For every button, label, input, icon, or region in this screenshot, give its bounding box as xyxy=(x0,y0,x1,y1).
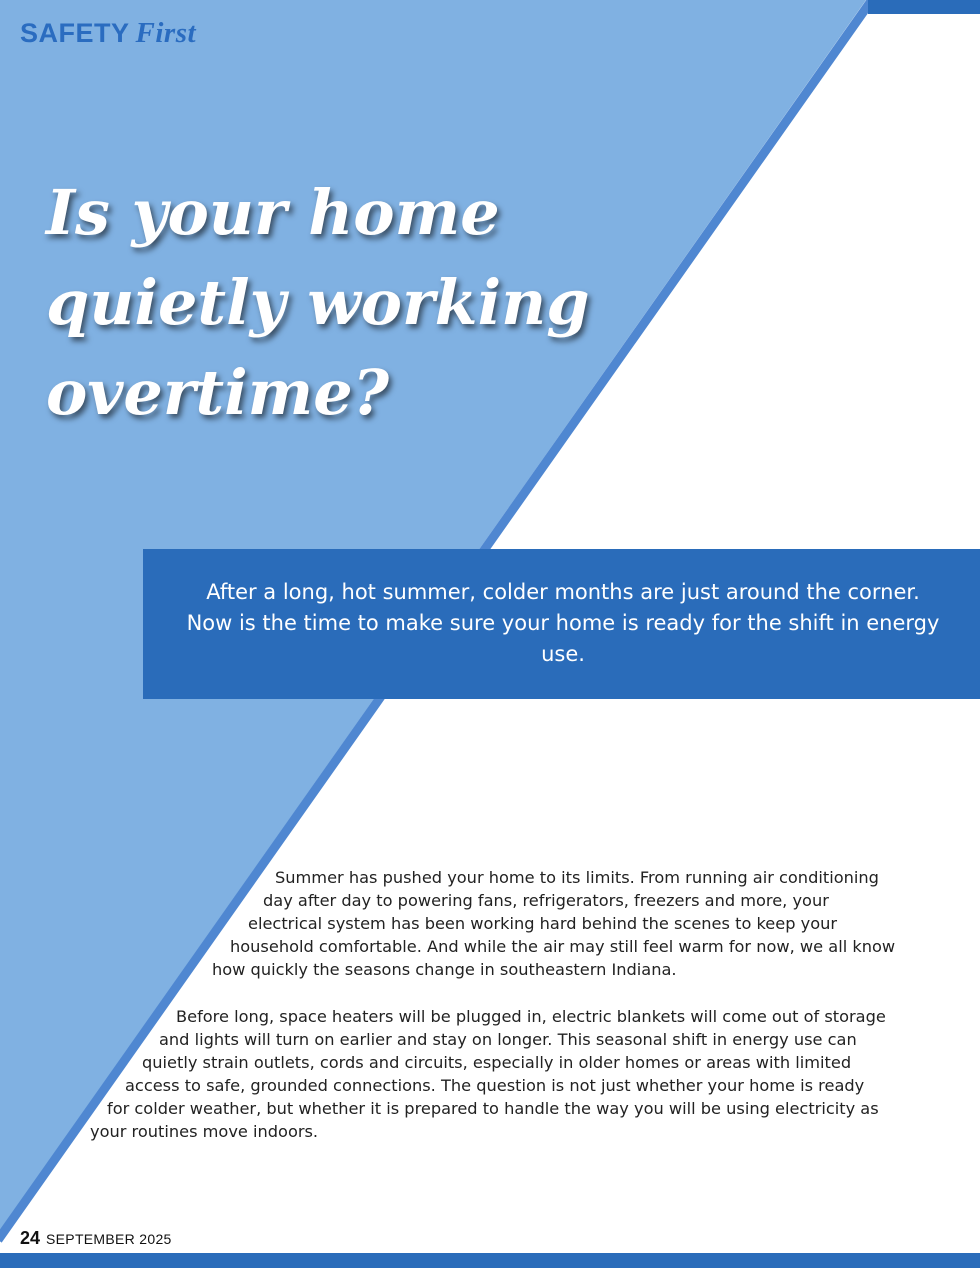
section-label-emphasis: First xyxy=(135,17,197,49)
body-line: electrical system has been working hard behind the scenes to keep your xyxy=(248,914,838,933)
headline-line: quietly working xyxy=(46,266,590,339)
top-right-accent-bar xyxy=(868,0,980,14)
page-footer xyxy=(20,1228,172,1249)
bottom-accent-bar xyxy=(0,1253,980,1268)
body-line: household comfortable. And while the air may still feel warm for now, we all know xyxy=(230,937,896,956)
intro-banner-text: After a long, hot summer, colder months are just around the corner. Now is the time to make sure your home is ready for the shift in energy use. xyxy=(186,580,940,666)
body-line: and lights will turn on earlier and stay on longer. This seasonal shift in energy use can xyxy=(159,1030,857,1049)
body-line: for colder weather, but whether it is prepared to handle the way you will be using electricity as xyxy=(107,1099,879,1118)
article-headline xyxy=(46,168,646,438)
issue-date: SEPTEMBER 2025 xyxy=(46,1231,172,1247)
body-line: access to safe, grounded connections. The question is not just whether your home is ready xyxy=(125,1076,865,1095)
body-line: your routines move indoors. xyxy=(90,1122,319,1141)
body-line: quietly strain outlets, cords and circuits, especially in older homes or areas with limited xyxy=(142,1053,852,1072)
body-line: Summer has pushed your home to its limits. From running air conditioning xyxy=(275,868,879,887)
section-label: SAFETY xyxy=(20,18,130,48)
section-title xyxy=(20,14,196,52)
body-line: Before long, space heaters will be plugged in, electric blankets will come out of storage xyxy=(176,1007,886,1026)
body-line: day after day to powering fans, refrigerators, freezers and more, your xyxy=(263,891,829,910)
body-line: how quickly the seasons change in southeastern Indiana. xyxy=(212,960,677,979)
headline-line: overtime? xyxy=(46,356,390,429)
page-number: 24 xyxy=(20,1228,41,1248)
intro-banner xyxy=(143,549,980,699)
headline-line: Is your home xyxy=(46,176,500,249)
